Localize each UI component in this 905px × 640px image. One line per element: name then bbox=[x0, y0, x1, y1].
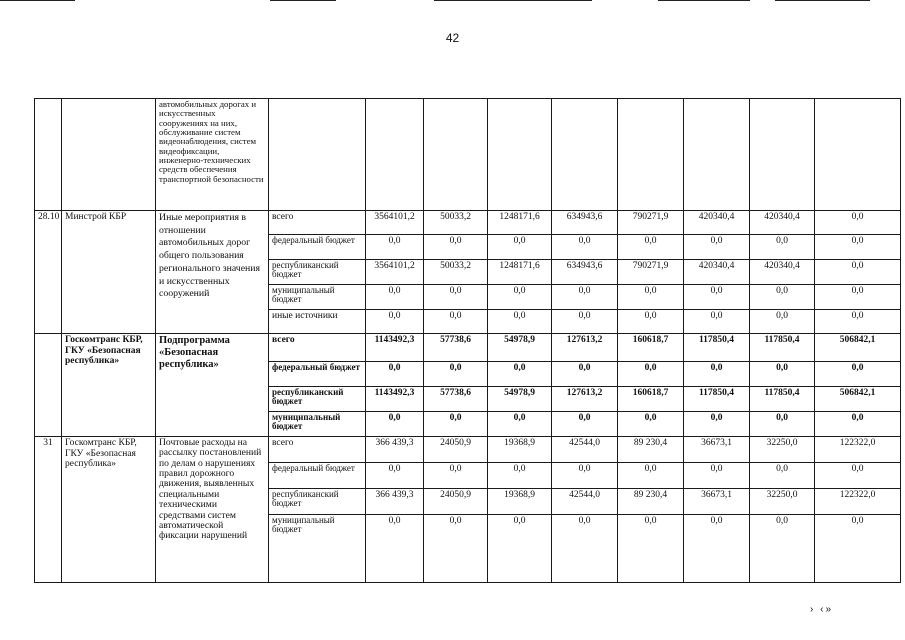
value-cell: 0,0 bbox=[552, 412, 618, 437]
value-cell: 0,0 bbox=[684, 362, 750, 387]
value-cell: 0,0 bbox=[488, 362, 552, 387]
value-cell: 506842,1 bbox=[815, 387, 901, 412]
funding-source-label: федеральный бюджет bbox=[269, 463, 366, 489]
funding-source-label: муниципальный бюджет bbox=[269, 285, 366, 310]
footer-marks: › ‹» bbox=[810, 604, 833, 615]
value-cell: 0,0 bbox=[684, 463, 750, 489]
measure-description: Подпрограмма «Безопасная республика» bbox=[156, 334, 269, 437]
value-cell: 366 439,3 bbox=[366, 489, 424, 515]
value-cell: 42544,0 bbox=[552, 489, 618, 515]
funding-source-label: всего bbox=[269, 334, 366, 362]
value-cell: 122322,0 bbox=[815, 489, 901, 515]
value-cell: 24050,9 bbox=[424, 437, 488, 463]
value-cell: 0,0 bbox=[815, 285, 901, 310]
value-cell: 420340,4 bbox=[684, 211, 750, 235]
value-cell: 0,0 bbox=[815, 235, 901, 260]
row-number: 31 bbox=[35, 437, 62, 583]
value-cell: 0,0 bbox=[366, 285, 424, 310]
value-cell: 0,0 bbox=[618, 515, 684, 583]
value-cell: 366 439,3 bbox=[366, 437, 424, 463]
value-cell: 0,0 bbox=[488, 463, 552, 489]
value-cell: 0,0 bbox=[366, 463, 424, 489]
header-rule bbox=[775, 0, 870, 1]
value-cell: 0,0 bbox=[488, 412, 552, 437]
value-cell: 0,0 bbox=[684, 515, 750, 583]
value-cell: 420340,4 bbox=[750, 211, 815, 235]
header-rule bbox=[658, 0, 750, 1]
value-cell: 0,0 bbox=[618, 412, 684, 437]
value-cell bbox=[815, 99, 901, 211]
value-cell: 54978,9 bbox=[488, 387, 552, 412]
value-cell bbox=[366, 99, 424, 211]
measure-description: автомобильных дорогах и искусственных сооружениях на них, обслуживание систем видеонаблюдения, систем видеофиксации, инженерно-технических средств обеспечения транспортной безопасности bbox=[156, 99, 269, 211]
value-cell: 50033,2 bbox=[424, 260, 488, 285]
funding-source-label: федеральный бюджет bbox=[269, 235, 366, 260]
value-cell: 0,0 bbox=[618, 285, 684, 310]
table-row bbox=[35, 211, 901, 235]
value-cell: 0,0 bbox=[815, 211, 901, 235]
executor: Госкомтранс КБР, ГКУ «Безопасная республика» bbox=[62, 334, 156, 437]
funding-source-label: иные источники bbox=[269, 310, 366, 334]
value-cell: 0,0 bbox=[684, 235, 750, 260]
value-cell: 160618,7 bbox=[618, 387, 684, 412]
value-cell: 36673,1 bbox=[684, 437, 750, 463]
measure-description: Иные мероприятия в отношении автомобильных дорог общего пользования регионального значения и искусственных сооружений bbox=[156, 211, 269, 334]
value-cell: 0,0 bbox=[552, 362, 618, 387]
value-cell: 0,0 bbox=[684, 285, 750, 310]
value-cell: 0,0 bbox=[750, 310, 815, 334]
value-cell: 117850,4 bbox=[750, 387, 815, 412]
funding-source-label: федеральный бюджет bbox=[269, 362, 366, 387]
value-cell: 0,0 bbox=[750, 362, 815, 387]
value-cell: 0,0 bbox=[488, 515, 552, 583]
value-cell: 790271,9 bbox=[618, 211, 684, 235]
value-cell: 420340,4 bbox=[750, 260, 815, 285]
value-cell: 0,0 bbox=[366, 235, 424, 260]
value-cell: 127613,2 bbox=[552, 334, 618, 362]
value-cell: 0,0 bbox=[488, 285, 552, 310]
executor-cell bbox=[62, 99, 156, 211]
value-cell: 0,0 bbox=[424, 310, 488, 334]
value-cell: 0,0 bbox=[815, 310, 901, 334]
value-cell: 3564101,2 bbox=[366, 260, 424, 285]
value-cell bbox=[750, 99, 815, 211]
row-number bbox=[35, 334, 62, 437]
value-cell: 127613,2 bbox=[552, 387, 618, 412]
value-cell: 0,0 bbox=[424, 285, 488, 310]
value-cell: 122322,0 bbox=[815, 437, 901, 463]
value-cell: 1248171,6 bbox=[488, 260, 552, 285]
value-cell bbox=[552, 99, 618, 211]
value-cell: 32250,0 bbox=[750, 437, 815, 463]
value-cell: 0,0 bbox=[815, 515, 901, 583]
value-cell: 0,0 bbox=[618, 463, 684, 489]
value-cell: 54978,9 bbox=[488, 334, 552, 362]
value-cell: 0,0 bbox=[815, 463, 901, 489]
value-cell: 0,0 bbox=[750, 515, 815, 583]
value-cell: 0,0 bbox=[552, 310, 618, 334]
value-cell: 89 230,4 bbox=[618, 489, 684, 515]
funding-source-label: муниципальный бюджет bbox=[269, 515, 366, 583]
value-cell: 0,0 bbox=[618, 362, 684, 387]
value-cell: 0,0 bbox=[552, 235, 618, 260]
value-cell: 0,0 bbox=[750, 463, 815, 489]
value-cell: 0,0 bbox=[552, 463, 618, 489]
value-cell bbox=[424, 99, 488, 211]
value-cell: 42544,0 bbox=[552, 437, 618, 463]
value-cell bbox=[488, 99, 552, 211]
value-cell: 0,0 bbox=[684, 310, 750, 334]
value-cell: 50033,2 bbox=[424, 211, 488, 235]
value-cell bbox=[618, 99, 684, 211]
value-cell: 420340,4 bbox=[684, 260, 750, 285]
header-rule bbox=[270, 0, 336, 1]
funding-source-label: муниципальный бюджет bbox=[269, 412, 366, 437]
page-number: 42 bbox=[445, 31, 460, 45]
table-row bbox=[35, 334, 901, 362]
value-cell: 0,0 bbox=[488, 235, 552, 260]
value-cell: 117850,4 bbox=[684, 387, 750, 412]
value-cell: 0,0 bbox=[366, 412, 424, 437]
value-cell: 634943,6 bbox=[552, 211, 618, 235]
value-cell: 0,0 bbox=[366, 362, 424, 387]
funding-source-label: республиканский бюджет bbox=[269, 387, 366, 412]
value-cell: 0,0 bbox=[552, 515, 618, 583]
value-cell: 0,0 bbox=[424, 412, 488, 437]
value-cell: 57738,6 bbox=[424, 387, 488, 412]
value-cell: 0,0 bbox=[366, 310, 424, 334]
value-cell: 57738,6 bbox=[424, 334, 488, 362]
value-cell: 0,0 bbox=[815, 260, 901, 285]
value-cell: 0,0 bbox=[750, 285, 815, 310]
value-cell: 0,0 bbox=[618, 235, 684, 260]
value-cell: 1143492,3 bbox=[366, 387, 424, 412]
value-cell: 0,0 bbox=[366, 515, 424, 583]
value-cell: 0,0 bbox=[424, 515, 488, 583]
budget-table bbox=[34, 98, 901, 583]
funding-source-label: всего bbox=[269, 437, 366, 463]
value-cell: 0,0 bbox=[750, 235, 815, 260]
funding-source-label: всего bbox=[269, 211, 366, 235]
executor: Госкомтранс КБР, ГКУ «Безопасная республика» bbox=[62, 437, 156, 583]
value-cell: 0,0 bbox=[424, 362, 488, 387]
funding-source-label: республиканский бюджет bbox=[269, 489, 366, 515]
value-cell: 3564101,2 bbox=[366, 211, 424, 235]
value-cell: 634943,6 bbox=[552, 260, 618, 285]
value-cell: 0,0 bbox=[815, 362, 901, 387]
value-cell: 36673,1 bbox=[684, 489, 750, 515]
value-cell: 89 230,4 bbox=[618, 437, 684, 463]
value-cell: 0,0 bbox=[684, 412, 750, 437]
value-cell: 19368,9 bbox=[488, 489, 552, 515]
value-cell: 117850,4 bbox=[684, 334, 750, 362]
value-cell: 0,0 bbox=[552, 285, 618, 310]
value-cell: 506842,1 bbox=[815, 334, 901, 362]
table-row bbox=[35, 437, 901, 463]
measure-description: Почтовые расходы на рассылку постановлений по делам о нарушениях правил дорожного движения, выявленных специальными техническими средствами систем автоматической фиксации нарушений bbox=[156, 437, 269, 583]
value-cell: 24050,9 bbox=[424, 489, 488, 515]
value-cell: 160618,7 bbox=[618, 334, 684, 362]
value-cell: 0,0 bbox=[424, 463, 488, 489]
executor: Минстрой КБР bbox=[62, 211, 156, 334]
row-number: 28.10 bbox=[35, 211, 62, 334]
value-cell: 1143492,3 bbox=[366, 334, 424, 362]
row-number-cell bbox=[35, 99, 62, 211]
value-cell: 117850,4 bbox=[750, 334, 815, 362]
value-cell: 0,0 bbox=[488, 310, 552, 334]
header-rule bbox=[434, 0, 592, 1]
funding-source-label: республиканский бюджет bbox=[269, 260, 366, 285]
header-rule bbox=[0, 0, 75, 1]
value-cell: 0,0 bbox=[424, 235, 488, 260]
value-cell: 0,0 bbox=[750, 412, 815, 437]
value-cell: 32250,0 bbox=[750, 489, 815, 515]
continuation-row bbox=[35, 99, 901, 211]
value-cell: 0,0 bbox=[815, 412, 901, 437]
value-cell bbox=[684, 99, 750, 211]
funding-source-cell bbox=[269, 99, 366, 211]
value-cell: 1248171,6 bbox=[488, 211, 552, 235]
value-cell: 19368,9 bbox=[488, 437, 552, 463]
value-cell: 790271,9 bbox=[618, 260, 684, 285]
value-cell: 0,0 bbox=[618, 310, 684, 334]
